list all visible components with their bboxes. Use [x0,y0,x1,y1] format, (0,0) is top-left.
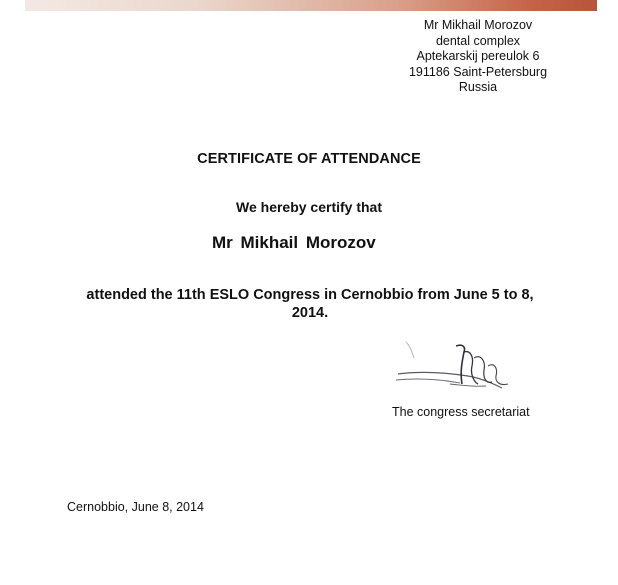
signature-caption: The congress secretariat [392,405,530,419]
attendance-line-1: attended the 11th ESLO Congress in Cernobbio from June 5 to 8, [86,287,534,303]
certify-statement: We hereby certify that [236,199,383,215]
recipient-name: Mr Mikhail Morozov [212,233,376,252]
recipient-address-block [388,18,568,96]
address-line: Russia [458,80,498,94]
top-banner [25,0,597,11]
attendance-statement [40,286,580,322]
address-line: 191186 Saint-Petersburg [408,64,548,79]
address-line: dental complex [435,33,521,48]
place-and-date: Cernobbio, June 8, 2014 [67,500,204,514]
certificate-title: CERTIFICATE OF ATTENDANCE [197,151,421,167]
attendance-line-2: 2014. [291,305,329,321]
address-line: Mr Mikhail Morozov [423,18,533,32]
signature-icon [390,338,520,396]
address-line: Aptekarskij pereulok 6 [416,49,540,63]
